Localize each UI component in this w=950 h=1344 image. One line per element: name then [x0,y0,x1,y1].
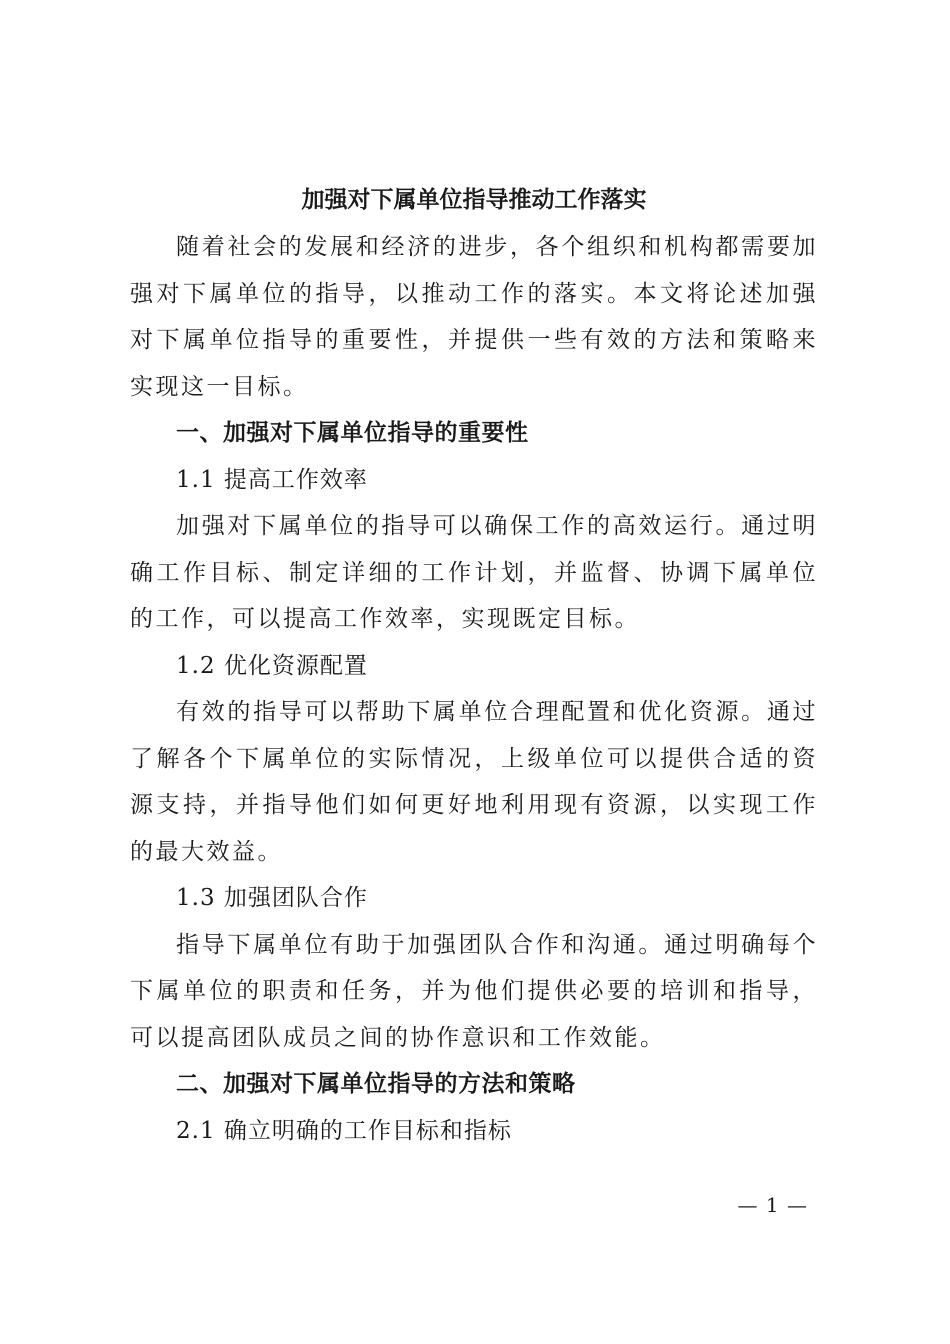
subsection-1-2-body: 有效的指导可以帮助下属单位合理配置和优化资源。通过了解各个下属单位的实际情况，上级单位可以提供合适的资源支持，并指导他们如何更好地利用现有资源，以实现工作的最大效益。 [130,699,818,865]
subsection-1-1-title: 1.1 提高工作效率 [176,466,368,493]
subsection-1-1-body: 加强对下属单位的指导可以确保工作的高效运行。通过明确工作目标、制定详细的工作计划，并监督、协调下属单位的工作，可以提高工作效率，实现既定目标。 [130,513,818,632]
section-2-heading: 二、加强对下属单位指导的方法和策略 [176,1071,576,1097]
subsection-1-3-title: 1.3 加强团队合作 [176,885,368,911]
intro-paragraph: 随着社会的发展和经济的进步，各个组织和机构都需要加强对下属单位的指导，以推动工作的落实。本文将论述加强对下属单位指导的重要性，并提供一些有效的方法和策略来实现这一目标。 [130,234,818,400]
document-body [130,176,818,1154]
section-1-heading: 一、加强对下属单位指导的重要性 [176,420,529,446]
subsection-1-3-body: 指导下属单位有助于加强团队合作和沟通。通过明确每个下属单位的职责和任务，并为他们提供必要的培训和指导，可以提高团队成员之间的协作意识和工作效能。 [130,931,818,1051]
subsection-2-1-title: 2.1 确立明确的工作目标和指标 [176,1117,512,1144]
page-number: — 1 — [737,1193,808,1217]
document-title: 加强对下属单位指导推动工作落实 [301,187,647,213]
subsection-1-2-title: 1.2 优化资源配置 [176,652,368,679]
